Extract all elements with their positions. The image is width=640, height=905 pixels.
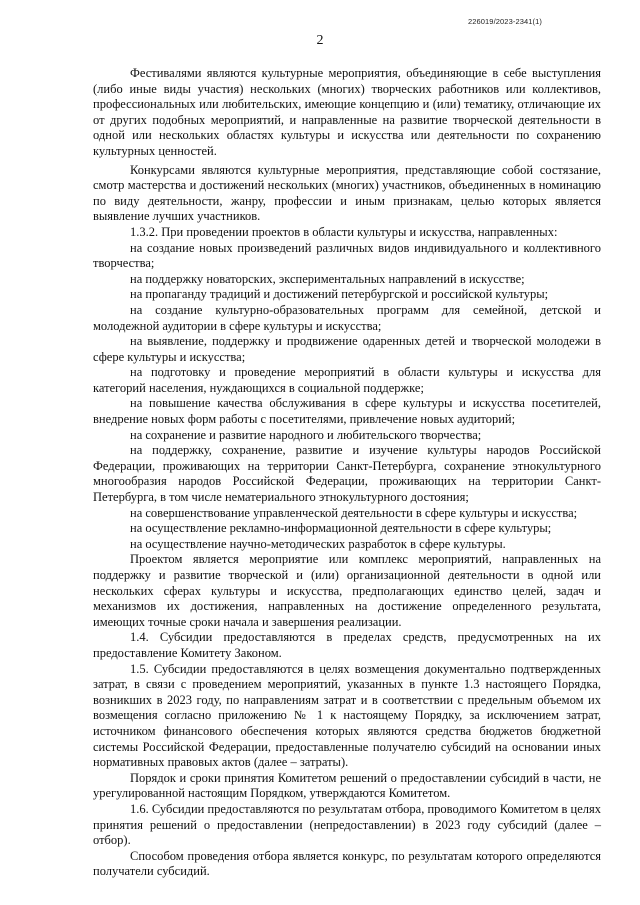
paragraph-procedure: Порядок и сроки принятия Комитетом решений о предоставлении субсидий в части, не урегулированной настоящим Порядком, утверждаются Комитетом. bbox=[93, 770, 601, 801]
list-item: на повышение качества обслуживания в сфере культуры и искусства посетителей, внедрение новых форм работы с посетителями, привлечение новых аудиторий; bbox=[93, 396, 601, 427]
paragraph-contests-definition: Конкурсами являются культурные мероприятия, представляющие собой состязание, смотр мастерства и достижений нескольких (многих) участников, объединенных в номинацию по виду деятельности, жанру, профессии и иным признакам, целью которых является выявление лучших участников. bbox=[93, 162, 601, 224]
paragraph-selection-method: Способом проведения отбора является конкурс, по результатам которого определяются получатели субсидий. bbox=[93, 848, 601, 879]
document-body bbox=[93, 63, 601, 880]
paragraph-1-3-2: 1.3.2. При проведении проектов в области культуры и искусства, направленных: bbox=[130, 224, 558, 239]
list-item: на совершенствование управленческой деятельности в сфере культуры и искусства; bbox=[130, 505, 578, 520]
list-item: на осуществление рекламно-информационной деятельности в сфере культуры; bbox=[130, 521, 552, 536]
list-item: на осуществление научно-методических разработок в сфере культуры. bbox=[130, 536, 506, 551]
paragraph-1-5: 1.5. Субсидии предоставляются в целях возмещения документально подтвержденных затрат, в связи с проведением мероприятий, указанных в пункте 1.3 настоящего Порядка, возникших в 2023 году, по направлениям затрат и в соответствии с предельным объемом их возмещения согласно приложению № 1 к настоящему Порядку, за исключением затрат, источником финансового обеспечения которых являются средства бюджетов бюджетной системы Российской Федерации, предоставленные получателю субсидий на основании иных нормативных правовых актов (далее – затраты). bbox=[93, 661, 601, 770]
list-item: на подготовку и проведение мероприятий в области культуры и искусства для категорий населения, нуждающихся в социальной поддержке; bbox=[93, 365, 601, 395]
paragraph-1-6: 1.6. Субсидии предоставляются по результатам отбора, проводимого Комитетом в целях принятия решений о предоставлении (непредоставлении) в 2023 году субсидий (далее – отбор). bbox=[93, 801, 601, 848]
list-item: на пропаганду традиций и достижений петербургской и российской культуры; bbox=[130, 287, 549, 302]
list-item: на поддержку, сохранение, развитие и изучение культуры народов Российской Федерации, проживающих на территории Санкт-Петербурга, сохранение этнокультурного многообразия народов Российской Федерации, проживающих на территории Санкт-Петербурга, в том числе нематериального этнокультурного достояния; bbox=[93, 443, 601, 505]
list-item: на поддержку новаторских, экспериментальных направлений в искусстве; bbox=[130, 271, 525, 286]
page-number: 2 bbox=[316, 33, 324, 48]
paragraph-1-4: 1.4. Субсидии предоставляются в пределах средств, предусмотренных на их предоставление Комитету Законом. bbox=[93, 630, 601, 660]
list-item: на создание новых произведений различных видов индивидуального и коллективного творчества; bbox=[93, 240, 601, 271]
list-item: на создание культурно-образовательных программ для семейной, детской и молодежной аудитории в сфере культуры и искусства; bbox=[93, 302, 601, 333]
paragraph-project-definition: Проектом является мероприятие или комплекс мероприятий, направленных на поддержку и развитие творческой и (или) организационной деятельности в одной или нескольких сферах культуры и искусства, предполагающих единство целей, задач и механизмов их достижения, направленных на достижение определенного результата, имеющих точные сроки начала и завершения реализации. bbox=[93, 552, 601, 629]
list-item: на выявление, поддержку и продвижение одаренных детей и творческой молодежи в сфере культуры и искусства; bbox=[93, 334, 601, 364]
list-item: на сохранение и развитие народного и любительского творчества; bbox=[130, 427, 482, 442]
document-registration-number: 226019/2023-2341(1) bbox=[467, 17, 542, 26]
paragraph-festivals-definition: Фестивалями являются культурные мероприятия, объединяющие в себе выступления (либо иные виды участия) нескольких (многих) творческих работников или коллективов, профессиональных или любительских, имеющие концепцию и (или) тематику, отличающие их от других подобных мероприятий, и направленные на развитие творческой деятельности в одной или нескольких областях культуры и искусства или деятельности по сохранению культурных ценностей. bbox=[93, 66, 601, 158]
